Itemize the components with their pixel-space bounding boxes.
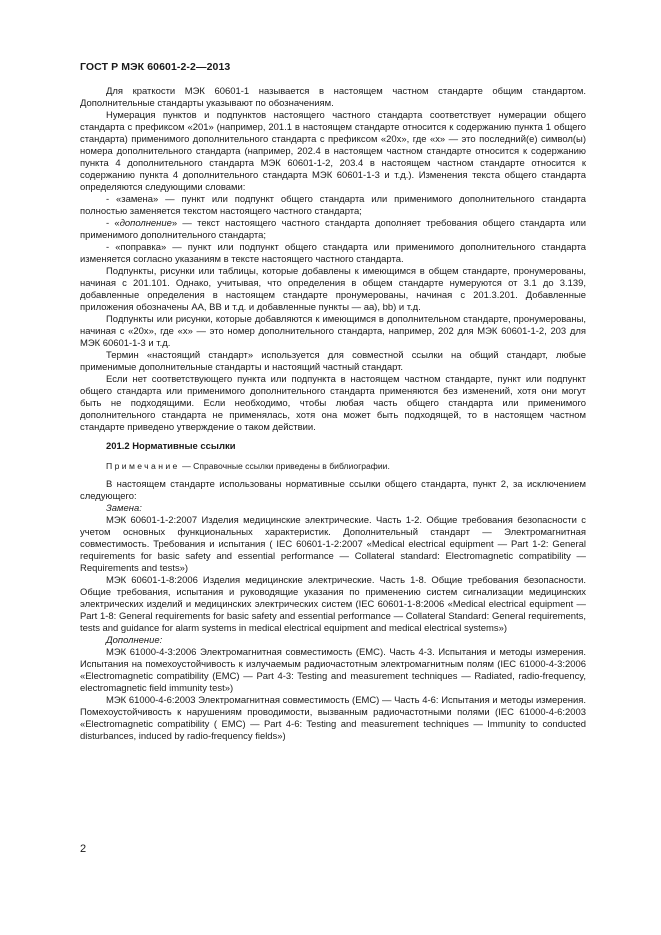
reference-item: МЭК 60601-1-8:2006 Изделия медицинские электрические. Часть 1-8. Общие требования безопасности. Общие требования, испытания и руководящие указания по применению систем сигнализации медицинских электрических изделий и медицинских электрических систем (IEC 60601-1-8:2006 «Medical electrical equipment — Part 1-8: General requirements for basic safety and essential performance — Collateral Standard: General requirements, tests and guidance for alarm systems in medical electrical equipment and medical electrical systems»)	[80, 575, 586, 634]
list-item-text: » — текст настоящего частного стандарта дополняет требования общего стандарта или применимого дополнительного стандарта;	[80, 218, 586, 241]
list-item-term: дополнение	[119, 218, 172, 229]
paragraph: Подпункты или рисунки, которые добавляются к имеющимся в дополнительном стандарте, пронумерованы, начиная с «20х», где «х» — это номер дополнительного стандарта, например, 202 для МЭК 60601-1-2, 203 для МЭК 60601-1-3 и т.д.	[80, 314, 586, 349]
reference-item: МЭК 61000-4-3:2006 Электромагнитная совместимость (ЕМС). Часть 4-3. Испытания и методы измерения. Испытания на помехоустойчивость к излучаемым радиочастотным электромагнитным полям (IEC 61000-4-3:2006 «Electromagnetic compatibility (EMC) — Part 4-3: Testing and measurement techniques — Radiated, radio-frequency, electromagnetic field immunity test»)	[80, 647, 586, 694]
list-item-prefix: - «	[106, 218, 120, 229]
reference-item: МЭК 60601-1-2:2007 Изделия медицинские электрические. Часть 1-2. Общие требования безопасности с учетом основных функциональных характеристик. Дополнительный стандарт — Электромагнитная совместимость. Требования и испытания ( IEC 60601-1-2:2007 «Medical electrical equipment — Part 1-2: General requirements for basic safety and essential performance — Collateral standard: Electromagnetic compatibility — Requirements and tests»)	[80, 515, 586, 574]
paragraph: Подпункты, рисунки или таблицы, которые добавлены к имеющимся в общем стандарте, пронумерованы, начиная с 201.101. Однако, учитывая, что определения в общем стандарте нумеруются от 3.1 до 3.139, добавленные определения в настоящем стандарте пронумерованы, начиная с 201.3.201. Добавленные приложения обозначены АА, ВВ и т.д. и добавленные пункты — аа), bb) и т.д.	[80, 266, 586, 313]
page-number: 2	[80, 843, 87, 855]
note	[80, 460, 586, 472]
paragraph: Нумерация пунктов и подпунктов настоящего частного стандарта соответствует нумерации общего стандарта с префиксом «201» (например, 201.1 в настоящем стандарте относится к содержанию пункта 1 общего стандарта) применимого дополнительного стандарта с префиксом «20х», где «х» — это последний(е) символ(ы) номера дополнительного стандарта (например, 202.4 в настоящем частном стандарте относится к содержанию пункта 4 дополнительного стандарта МЭК 60601-1-2, 203.4 в настоящем частном стандарте относится к содержанию пункта 4 дополнительного стандарта МЭК 60601-1-3 и т.д.). Изменения текста общего стандарта определяются следующими словами:	[80, 110, 586, 193]
list-item	[80, 218, 586, 242]
replacement-label: Замена:	[106, 503, 142, 514]
addition-label: Дополнение:	[106, 635, 163, 646]
document-header: ГОСТ Р МЭК 60601-2-2—2013	[80, 61, 231, 73]
reference-item: МЭК 61000-4-6:2003 Электромагнитная совместимость (ЕМС) — Часть 4-6: Испытания и методы измерения. Помехоустойчивость к нарушениям проводимости, вызванным радиочастотными полями (IEC 61000-4-6:2003 «Electromagnetic compatibility ( EMC) — Part 4-6: Testing and measurement techniques — Immunity to conducted disturbances, induced by radio-frequency fields»)	[80, 695, 586, 742]
note-text: — Справочные ссылки приведены в библиографии.	[179, 461, 390, 471]
paragraph: В настоящем стандарте использованы нормативные ссылки общего стандарта, пункт 2, за исключением следующего:	[80, 479, 586, 502]
paragraph: Если нет соответствующего пункта или подпункта в настоящем частном стандарте, пункт или подпункт общего стандарта или применимого дополнительного стандарта применяются без изменений, хотя они могут быть не подходящими. Если необходимо, чтобы любая часть общего стандарта или применимого дополнительного стандарта не применялась, хотя она может быть подходящей, то в настоящем частном стандарте приведено утверждение о таком действии.	[80, 374, 586, 433]
list-item: - «поправка» — пункт или подпункт общего стандарта или применимого дополнительного стандарта изменяется согласно указаниям в тексте настоящего частного стандарта.	[80, 242, 586, 265]
document-body	[80, 86, 586, 743]
list-item: - «замена» — пункт или подпункт общего стандарта или применимого дополнительного стандарта полностью заменяется текстом настоящего частного стандарта;	[80, 194, 586, 217]
note-label: Примечание	[106, 461, 180, 471]
paragraph: Для краткости МЭК 60601-1 называется в настоящем частном стандарте общим стандартом. Дополнительные стандарты указывают по обозначениям.	[80, 86, 586, 109]
section-heading: 201.2 Нормативные ссылки	[106, 441, 236, 452]
paragraph: Термин «настоящий стандарт» используется для совместной ссылки на общий стандарт, любые применимые дополнительные стандарты и настоящий частный стандарт.	[80, 350, 586, 373]
